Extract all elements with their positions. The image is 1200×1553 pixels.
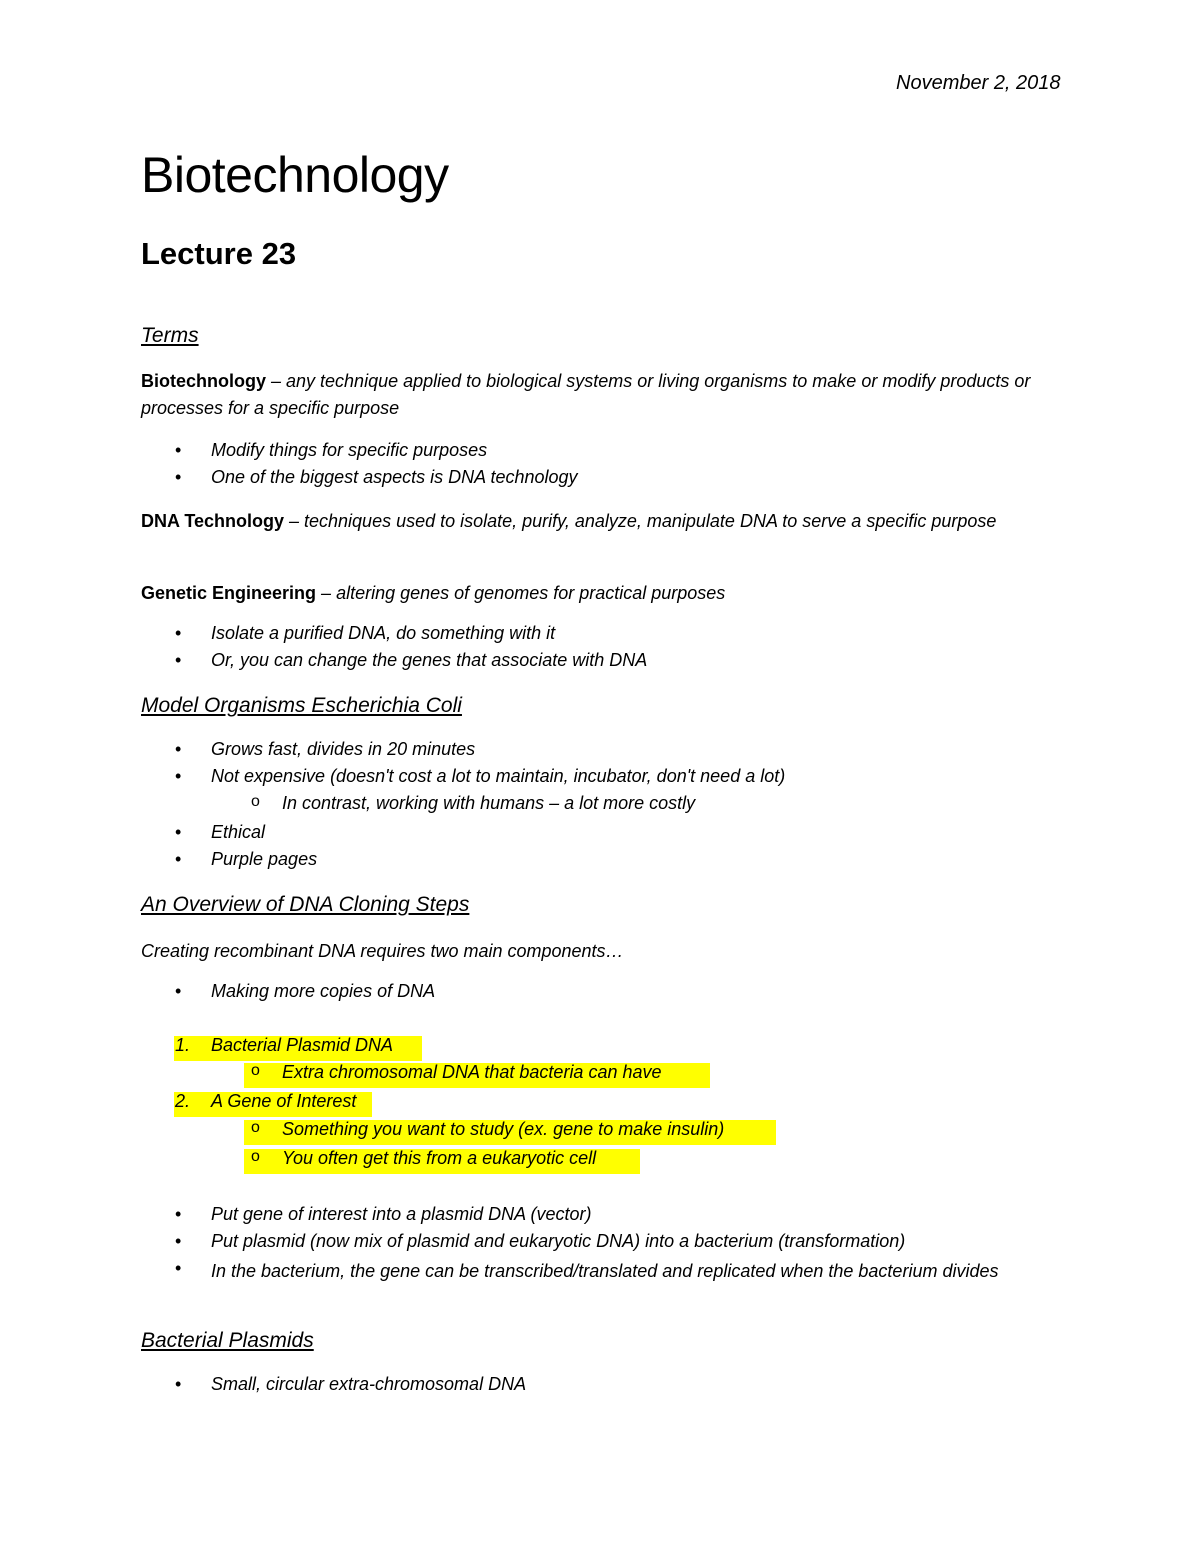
bullet-icon: • <box>175 650 182 670</box>
model-organisms-heading: Model Organisms Escherichia Coli <box>141 694 462 717</box>
term-separator: – <box>284 511 305 531</box>
definition-genetic-engineering <box>141 580 1051 607</box>
bullet-icon: • <box>175 822 182 842</box>
list-item-text: Put gene of interest into a plasmid DNA (vector) <box>211 1204 592 1224</box>
list-item-text: Or, you can change the genes that associate with DNA <box>211 650 648 670</box>
bullet-icon: • <box>175 739 182 759</box>
terms-heading: Terms <box>141 324 199 347</box>
item-number: 2. <box>175 1091 191 1111</box>
term-separator: – <box>266 371 287 391</box>
list-item-text: Ethical <box>211 822 266 842</box>
term-label: Genetic Engineering <box>141 583 317 603</box>
numbered-item-text: Bacterial Plasmid DNA <box>211 1035 394 1055</box>
list-item-text: Grows fast, divides in 20 minutes <box>211 739 476 759</box>
list-item-text: In the bacterium, the gene can be transcribed/translated and replicated when the bacterium divides <box>211 1261 999 1281</box>
dna-cloning-heading: An Overview of DNA Cloning Steps <box>141 893 470 916</box>
sub-list-item-text: Extra chromosomal DNA that bacteria can have <box>282 1062 662 1082</box>
bacterial-plasmids-heading: Bacterial Plasmids <box>141 1329 314 1352</box>
list-item-text: Small, circular extra-chromosomal DNA <box>211 1374 527 1394</box>
term-definition: techniques used to isolate, purify, analyze, manipulate DNA to serve a specific purpose <box>304 511 997 531</box>
bullet-icon: • <box>175 623 182 643</box>
definition-biotechnology <box>141 368 1051 422</box>
sub-bullet-icon: o <box>251 1148 260 1165</box>
bullet-icon: • <box>175 849 182 869</box>
sub-bullet-icon: o <box>251 793 260 810</box>
bullet-icon: • <box>175 1258 182 1278</box>
list-item-text: Making more copies of DNA <box>211 981 436 1001</box>
term-definition: altering genes of genomes for practical purposes <box>336 583 726 603</box>
bullet-icon: • <box>175 1204 182 1224</box>
sub-list-item-text: In contrast, working with humans – a lot more costly <box>282 793 696 813</box>
cloning-intro: Creating recombinant DNA requires two main components… <box>141 941 624 961</box>
bullet-icon: • <box>175 981 182 1001</box>
list-item-text: Purple pages <box>211 849 318 869</box>
sub-bullet-icon: o <box>251 1119 260 1136</box>
bullet-icon: • <box>175 766 182 786</box>
term-separator: – <box>316 583 337 603</box>
item-number: 1. <box>175 1035 191 1055</box>
term-definition: any technique applied to biological systems or living organisms to make or modify products or processes for a specific purpose <box>141 371 1031 418</box>
bullet-icon: • <box>175 467 182 487</box>
bullet-icon: • <box>175 1231 182 1251</box>
list-item-text: One of the biggest aspects is DNA technology <box>211 467 578 487</box>
list-item-text: Isolate a purified DNA, do something with it <box>211 623 556 643</box>
sub-list-item-text: Something you want to study (ex. gene to make insulin) <box>282 1119 725 1139</box>
list-item-text: Modify things for specific purposes <box>211 440 488 460</box>
date: November 2, 2018 <box>896 72 1061 94</box>
numbered-item-text: A Gene of Interest <box>211 1091 357 1111</box>
sub-list-item-text: You often get this from a eukaryotic cell <box>282 1148 597 1168</box>
term-label: Biotechnology <box>141 371 266 391</box>
term-label: DNA Technology <box>141 511 284 531</box>
sub-bullet-icon: o <box>251 1062 260 1079</box>
lecture-heading: Lecture 23 <box>141 236 297 271</box>
list-item-text: Not expensive (doesn't cost a lot to maintain, incubator, don't need a lot) <box>211 766 786 786</box>
bullet-icon: • <box>175 1374 182 1394</box>
page-title: Biotechnology <box>141 147 449 203</box>
bullet-icon: • <box>175 440 182 460</box>
definition-dna-technology <box>141 508 1051 535</box>
list-item-text: Put plasmid (now mix of plasmid and eukaryotic DNA) into a bacterium (transformation) <box>211 1231 906 1251</box>
